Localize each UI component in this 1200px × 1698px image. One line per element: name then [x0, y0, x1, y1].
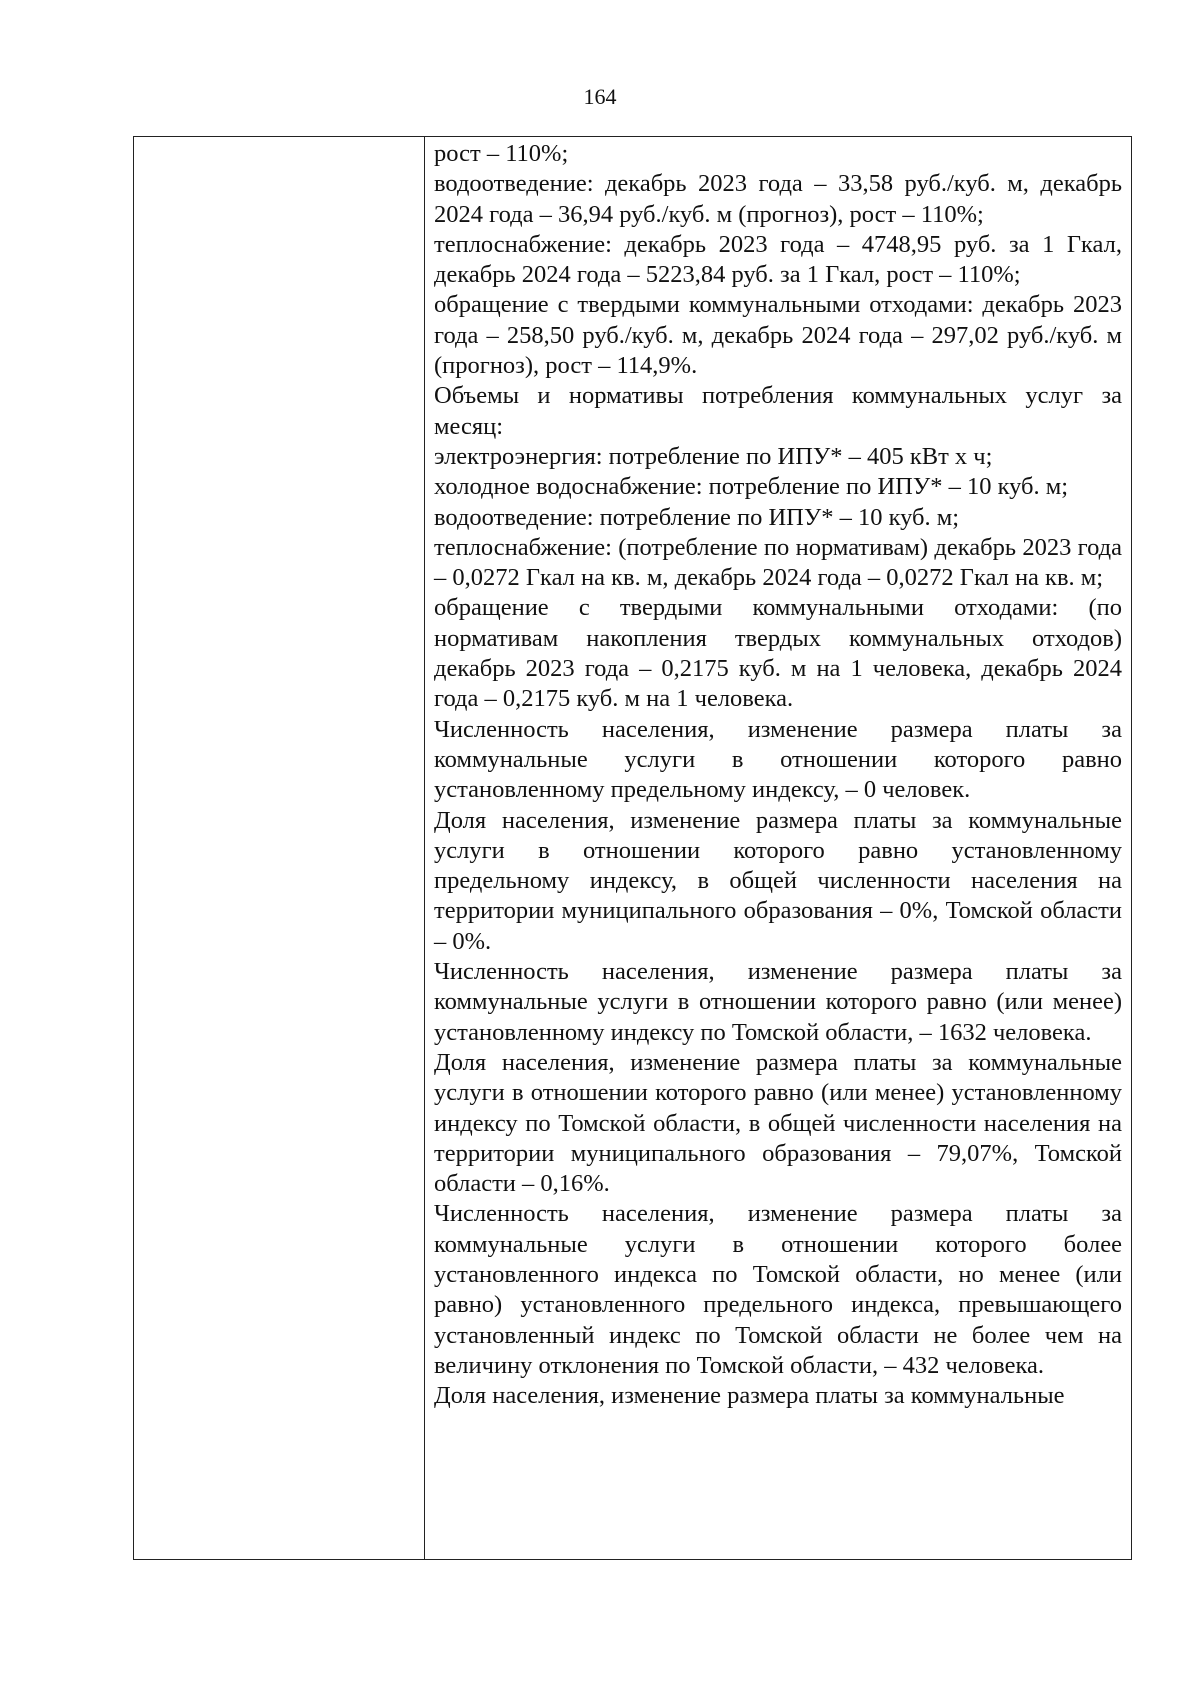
paragraph: холодное водоснабжение: потребление по ИПУ* – 10 куб. м; — [434, 473, 1069, 501]
paragraph: рост – 110%; — [434, 140, 569, 167]
paragraph: Численность населения, изменение размера платы за коммунальные услуги в отношении которого равно установленному предельному индексу, – 0 человек. — [434, 715, 1122, 804]
paragraph: Доля населения, изменение размера платы за коммунальные услуги в отношении которого равно установленному предельному индексу, в общей численности населения на территории муниципального образования – 0%, Томской области – 0%. — [434, 806, 1122, 955]
paragraph: Доля населения, изменение размера платы за коммунальные услуги в отношении которого равно (или менее) установленному индексу по Томской области, в общей численности населения на территории муниципального образования – 79,07%, Томской области – 0,16%. — [434, 1048, 1122, 1198]
paragraph: теплоснабжение: декабрь 2023 года – 4748,95 руб. за 1 Гкал, декабрь 2024 года – 5223,84 руб. за 1 Гкал, рост – 110%; — [434, 230, 1122, 289]
paragraph: Доля населения, изменение размера платы за коммунальные — [434, 1382, 1065, 1410]
paragraph: Численность населения, изменение размера платы за коммунальные услуги в отношении которого равно (или менее) установленному индексу по Томской области, – 1632 человека. — [434, 958, 1122, 1046]
table-right-cell — [425, 137, 1131, 1559]
paragraph: водоотведение: декабрь 2023 года – 33,58 руб./куб. м, декабрь 2024 года – 36,94 руб./куб. м (прогноз), рост – 110%; — [434, 170, 1122, 228]
paragraph: обращение с твердыми коммунальными отходами: (по нормативам накопления твердых коммунальных отходов) декабрь 2023 года – 0,2175 куб. м на 1 человека, декабрь 2024 года – 0,2175 куб. м на 1 человека. — [434, 594, 1122, 713]
page-number: 164 — [583, 84, 617, 109]
paragraph: теплоснабжение: (потребление по нормативам) декабрь 2023 года – 0,0272 Гкал на кв. м, декабрь 2024 года – 0,0272 Гкал на кв. м; — [434, 533, 1122, 592]
paragraph: обращение с твердыми коммунальными отходами: декабрь 2023 года – 258,50 руб./куб. м, декабрь 2024 года – 297,02 руб./куб. м (прогноз), рост – 114,9%. — [434, 291, 1122, 380]
document-table — [133, 136, 1132, 1560]
paragraph: Объемы и нормативы потребления коммунальных услуг за месяц: — [434, 382, 1122, 440]
table-left-cell — [134, 137, 425, 1559]
paragraph: Численность населения, изменение размера платы за коммунальные услуги в отношении которого более установленного индекса по Томской области, но менее (или равно) установленного предельного индекса, превышающего установленный индекс по Томской области не более чем на величину отклонения по Томской области, – 432 человека. — [434, 1200, 1122, 1379]
paragraph: электроэнергия: потребление по ИПУ* – 405 кВт х ч; — [434, 442, 993, 470]
paragraph: водоотведение: потребление по ИПУ* – 10 куб. м; — [434, 503, 960, 531]
